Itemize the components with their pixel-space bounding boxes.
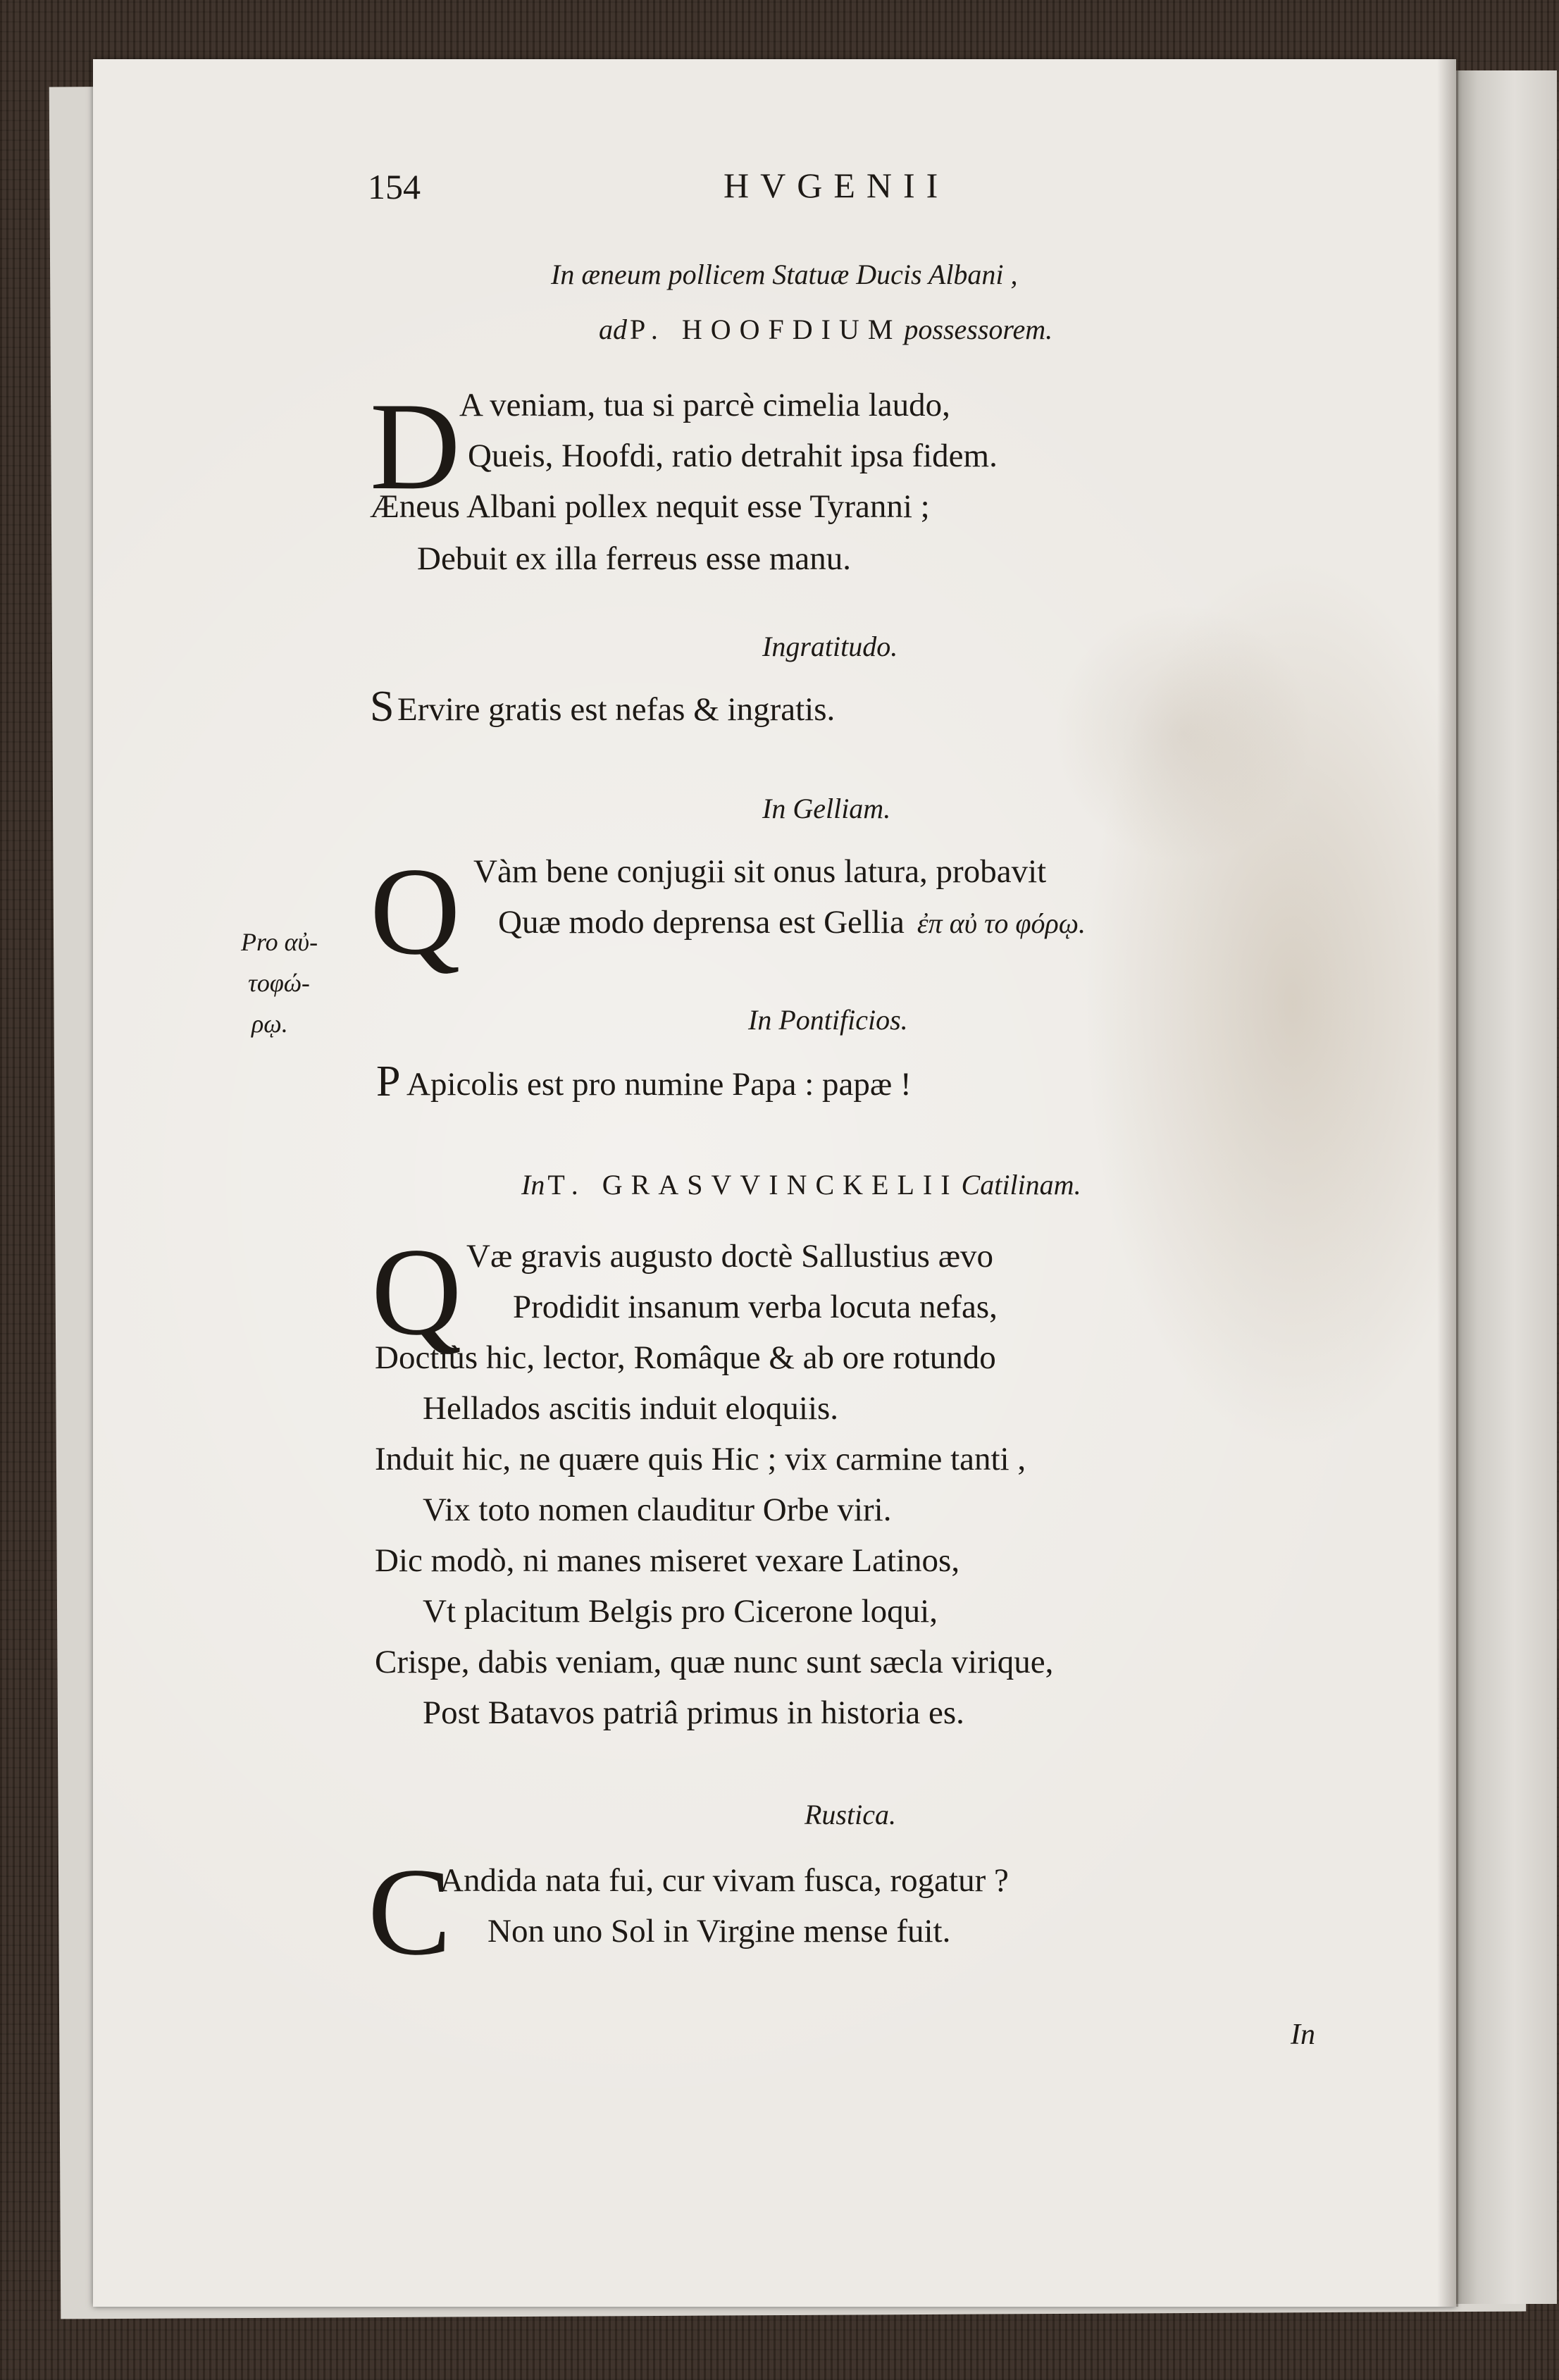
drop-cap-initial: Q bbox=[370, 841, 461, 981]
verse-line: Induit hic, ne quære quis Hic ; vix carmine tanti , bbox=[375, 1441, 1026, 1477]
verse-text: Quæ modo deprensa est Gellia bbox=[498, 904, 905, 941]
drop-cap-initial: C bbox=[368, 1842, 452, 1981]
poem-title-work: Catilinam. bbox=[961, 1169, 1081, 1201]
poem-title-name: T. GRASVVINCKELII bbox=[547, 1169, 959, 1201]
poem-title: In æneum pollicem Statuæ Ducis Albani , bbox=[551, 259, 1018, 290]
verse-line: Vt placitum Belgis pro Cicerone loqui, bbox=[423, 1593, 938, 1630]
verse-line: Apicolis est pro numine Papa : papæ ! bbox=[406, 1066, 912, 1103]
verse-line: Prodidit insanum verba locuta nefas, bbox=[513, 1289, 998, 1325]
facing-page-edge bbox=[1451, 70, 1557, 2304]
verse-line: Væ gravis augusto doctè Sallustius ævo bbox=[466, 1238, 994, 1275]
drop-cap-initial: P bbox=[376, 1058, 401, 1105]
running-title: HVGENII bbox=[723, 166, 950, 205]
verse-line: Vàm bene conjugii sit onus latura, probavit bbox=[473, 853, 1047, 890]
poem-title bbox=[521, 1168, 1081, 1201]
poem-title: Ingratitudo. bbox=[762, 631, 898, 662]
poem-subtitle-ad: ad bbox=[599, 314, 627, 345]
poem-title: Rustica. bbox=[805, 1799, 896, 1830]
verse-line: Vix toto nomen clauditur Orbe viri. bbox=[423, 1492, 892, 1528]
book-page bbox=[93, 59, 1456, 2307]
verse-line: Andida nata fui, cur vivam fusca, rogatur ? bbox=[440, 1862, 1009, 1899]
margin-note: Pro αὐ- bbox=[241, 928, 318, 956]
drop-cap-initial: S bbox=[370, 683, 395, 731]
verse-line: Crispe, dabis veniam, quæ nunc sunt sæcla virique, bbox=[375, 1644, 1054, 1680]
verse-line: A veniam, tua si parcè cimelia laudo, bbox=[459, 387, 950, 423]
poem-subtitle-possessor: possessorem. bbox=[904, 314, 1053, 345]
drop-cap-initial: Q bbox=[371, 1222, 462, 1361]
poem-title-in: In bbox=[521, 1169, 545, 1201]
verse-line: Dic modò, ni manes miseret vexare Latinos, bbox=[375, 1542, 960, 1579]
poem-title: In Gelliam. bbox=[762, 793, 891, 824]
page-number: 154 bbox=[368, 167, 421, 206]
verse-line: Non uno Sol in Virgine mense fuit. bbox=[487, 1913, 951, 1950]
margin-note: τοφώ- bbox=[248, 969, 310, 997]
catchword: In bbox=[1291, 2019, 1315, 2051]
poem-subtitle-name: P. HOOFDIUM bbox=[630, 314, 902, 345]
verse-line: Queis, Hoofdi, ratio detrahit ipsa fidem. bbox=[468, 438, 998, 474]
verse-line: Ervire gratis est nefas & ingratis. bbox=[397, 691, 836, 728]
drop-cap-initial: D bbox=[370, 376, 461, 516]
poem-subtitle bbox=[599, 313, 1052, 346]
verse-line: Æneus Albani pollex nequit esse Tyranni ; bbox=[370, 488, 930, 525]
verse-line: Doctiùs hic, lector, Româque & ab ore rotundo bbox=[375, 1339, 996, 1376]
margin-note: ρῳ. bbox=[251, 1010, 288, 1038]
verse-line: Post Batavos patriâ primus in historia es. bbox=[423, 1694, 964, 1731]
page-gutter-shadow bbox=[1437, 59, 1458, 2307]
verse-line bbox=[498, 906, 1086, 940]
verse-line: Debuit ex illa ferreus esse manu. bbox=[417, 540, 852, 577]
verse-line: Hellados ascitis induit eloquiis. bbox=[423, 1390, 839, 1427]
greek-phrase: ἐπ αὐ το φόρῳ. bbox=[917, 907, 1086, 939]
poem-title: In Pontificios. bbox=[748, 1004, 908, 1036]
